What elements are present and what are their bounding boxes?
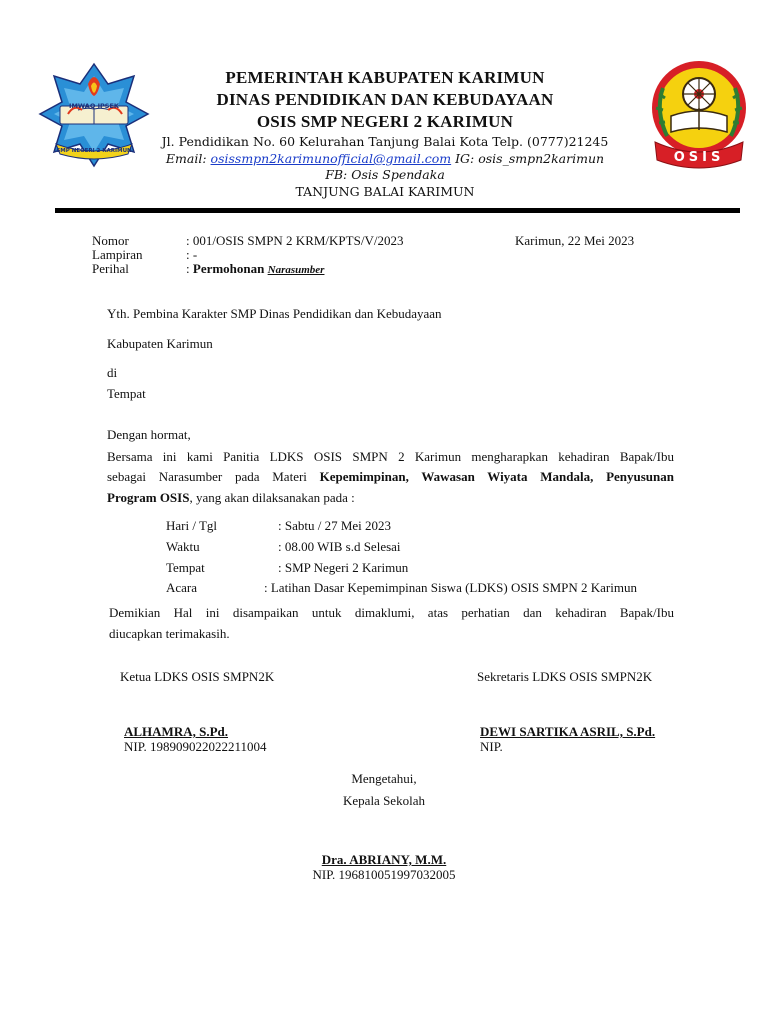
paragraph-line-2-plain: sebagai Narasumber pada Materi bbox=[107, 469, 320, 484]
kepala-sekolah-title: Kepala Sekolah bbox=[343, 793, 425, 808]
lampiran-label: Lampiran bbox=[92, 247, 143, 262]
addressee-line-4: Tempat bbox=[107, 386, 146, 401]
kepala-sekolah-name: Dra. ABRIANY, M.M. bbox=[321, 852, 447, 867]
detail-label-acara: Acara bbox=[166, 580, 198, 595]
right-signer-name: DEWI SARTIKA ASRIL, S.Pd. bbox=[480, 724, 656, 739]
right-logo-text: OSIS bbox=[673, 150, 725, 165]
left-signer-name: ALHAMRA, S.Pd. bbox=[124, 724, 229, 739]
detail-value-acara: : Latihan Dasar Kepemimpinan Siswa (LDKS) OSIS SMPN 2 Karimun bbox=[264, 580, 637, 595]
detail-label-tempat: Tempat bbox=[166, 560, 205, 575]
detail-label-hari: Hari / Tgl bbox=[166, 518, 218, 533]
paragraph-line-2-bold: Kepemimpinan, Wawasan Wiyata Mandala, Penyusunan bbox=[319, 469, 674, 484]
right-signer-title: Sekretaris LDKS OSIS SMPN2K bbox=[477, 669, 653, 684]
header-divider bbox=[55, 208, 740, 213]
left-signer-nip: NIP. 198909022022211004 bbox=[124, 739, 267, 754]
perihal-italic: Narasumber bbox=[267, 264, 325, 276]
mengetahui: Mengetahui, bbox=[351, 771, 417, 786]
header-address: Jl. Pendidikan No. 60 Kelurahan Tanjung Balai Kota Telp. (0777)21245 bbox=[161, 134, 609, 149]
greeting: Dengan hormat, bbox=[107, 427, 191, 442]
detail-value-waktu: : 08.00 WIB s.d Selesai bbox=[278, 539, 401, 554]
addressee-line-3: di bbox=[107, 365, 118, 380]
left-logo-top-text: IMWAQ IPSEK bbox=[69, 102, 119, 110]
addressee-line-2: Kabupaten Karimun bbox=[107, 336, 213, 351]
paragraph-line-3-bold: Program OSIS bbox=[107, 490, 190, 505]
paragraph-line-3-plain: , yang akan dilaksanakan pada : bbox=[189, 490, 355, 505]
left-signer-title: Ketua LDKS OSIS SMPN2K bbox=[120, 669, 275, 684]
left-logo-banner-text: SMP NEGERI 2 KARIMUN bbox=[56, 148, 132, 154]
detail-value-hari: : Sabtu / 27 Mei 2023 bbox=[278, 518, 392, 533]
email-link[interactable]: osissmpn2karimunofficial@gmail.com bbox=[210, 151, 452, 166]
header-line-1: PEMERINTAH KABUPATEN KARIMUN bbox=[225, 68, 545, 87]
nomor-label: Nomor bbox=[92, 233, 129, 248]
detail-label-waktu: Waktu bbox=[166, 539, 200, 554]
right-signer-nip: NIP. bbox=[480, 739, 503, 754]
addressee-line-1: Yth. Pembina Karakter SMP Dinas Pendidikan dan Kebudayaan bbox=[107, 306, 442, 321]
instagram-handle: IG: osis_smpn2karimun bbox=[455, 151, 605, 166]
closing-line-1: Demikian Hal ini disampaikan untuk dimaklumi, atas perhatian dan kehadiran Bapak/Ibu bbox=[109, 605, 674, 620]
perihal-bold: Permohonan bbox=[192, 261, 265, 276]
paragraph-line-2 bbox=[107, 468, 674, 485]
kepala-sekolah-nip: NIP. 196810051997032005 bbox=[312, 867, 456, 882]
paragraph-line-3 bbox=[107, 489, 355, 506]
email-label: Email: bbox=[165, 151, 207, 166]
header-facebook: FB: Osis Spendaka bbox=[325, 167, 445, 182]
header-line-3: OSIS SMP NEGERI 2 KARIMUN bbox=[256, 112, 514, 131]
perihal-colon: : bbox=[186, 261, 193, 276]
nomor-value: : 001/OSIS SMPN 2 KRM/KPTS/V/2023 bbox=[186, 233, 404, 248]
osis-logo-right bbox=[649, 58, 749, 174]
lampiran-value: : - bbox=[186, 247, 198, 262]
perihal-label: Perihal bbox=[92, 261, 129, 276]
paragraph-line-1: Bersama ini kami Panitia LDKS OSIS SMPN 2 Karimun mengharapkan kehadiran Bapak/Ibu bbox=[107, 449, 674, 464]
header-city: TANJUNG BALAI KARIMUN bbox=[295, 184, 475, 199]
detail-value-tempat: : SMP Negeri 2 Karimun bbox=[278, 560, 409, 575]
school-logo-left bbox=[38, 62, 150, 168]
letter-date: Karimun, 22 Mei 2023 bbox=[515, 233, 635, 248]
perihal-value bbox=[186, 260, 324, 279]
header-line-2: DINAS PENDIDIKAN DAN KEBUDAYAAN bbox=[216, 90, 554, 109]
closing-line-2: diucapkan terimakasih. bbox=[109, 626, 230, 641]
